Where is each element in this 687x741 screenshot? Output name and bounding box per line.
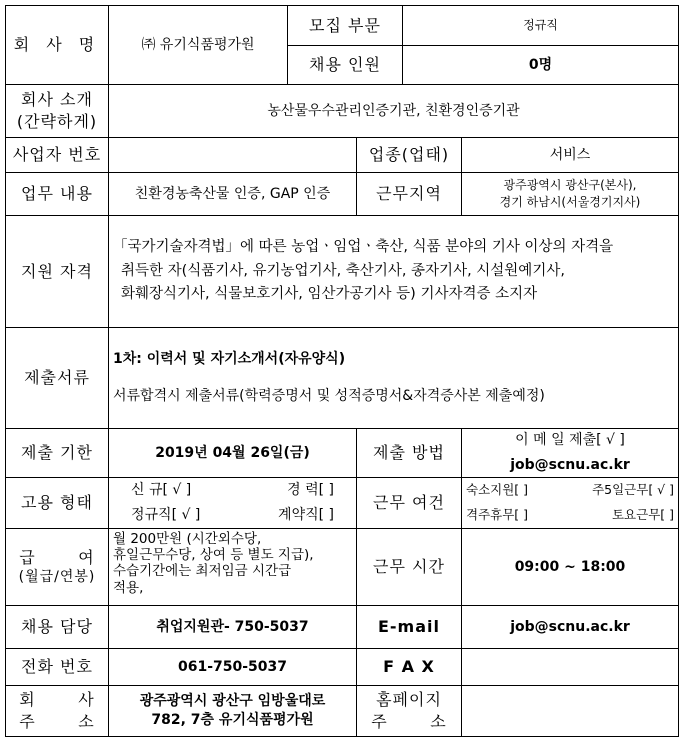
fax-label: F A X bbox=[356, 648, 462, 686]
manager-value: 취업지원관- 750-5037 bbox=[108, 605, 357, 649]
homepage-value[interactable] bbox=[461, 685, 679, 737]
homepage-label: 홈페이지 주 소 bbox=[356, 685, 462, 737]
phone-label: 전화 번호 bbox=[5, 648, 109, 686]
manager-label: 채용 담당 bbox=[5, 605, 109, 649]
documents-value: 1차: 이력서 및 자기소개서(자유양식) 서류합격시 제출서류(학력증명서 및 성적증명서&자격증사본 제출예정) bbox=[108, 327, 679, 429]
regno-label: 사업자 번호 bbox=[5, 137, 109, 173]
employment-new: 신 규[ √ ] bbox=[131, 482, 192, 499]
business-type-label: 업종(업태) bbox=[356, 137, 462, 173]
salary-label: 급 여 (월급/연봉) bbox=[5, 528, 109, 606]
employment-label: 고용 형태 bbox=[5, 477, 109, 529]
business-type-value: 서비스 bbox=[461, 137, 679, 173]
condition-options bbox=[461, 477, 679, 529]
address-label: 회 사 주 소 bbox=[5, 685, 109, 737]
employment-career: 경 력[ ] bbox=[287, 482, 334, 499]
employment-regular: 정규직[ √ ] bbox=[131, 507, 201, 524]
regno-value bbox=[108, 137, 357, 173]
qualification-label: 지원 자격 bbox=[5, 215, 109, 328]
condition-saturday: 토요근무[ ] bbox=[611, 507, 674, 523]
email-label: E-mail bbox=[356, 605, 462, 649]
intro-value: 농산물우수관리인증기관, 친환경인증기관 bbox=[108, 84, 679, 138]
recruit-field-label: 모집 부문 bbox=[287, 5, 403, 46]
location-value: 광주광역시 광산구(본사), 경기 하남시(서울경기지사) bbox=[461, 172, 679, 216]
address-value: 광주광역시 광산구 임방울대로 782, 7층 유기식품평가원 bbox=[108, 685, 357, 737]
employment-contract: 계약직[ ] bbox=[278, 507, 334, 524]
company-value: ㈜ 유기식품평가원 bbox=[108, 5, 288, 85]
submit-method-label: 제출 방법 bbox=[356, 428, 462, 478]
condition-alt-weekend: 격주휴무[ ] bbox=[466, 507, 529, 523]
condition-five-day: 주5일근무[ √ ] bbox=[592, 482, 674, 498]
deadline-value: 2019년 04월 26일(금) bbox=[108, 428, 357, 478]
fax-value bbox=[461, 648, 679, 686]
qualification-value: 「국가기술자격법」에 따른 농업ㆍ임업ㆍ축산, 식품 분야의 기사 이상의 자격을 취득한 자(식품기사, 유기농업기사, 축산기사, 종자기사, 시설원예기사, 화훼장식기사, 식물보호기사, 임산가공기사 등) 기사자격증 소지자 bbox=[108, 215, 679, 328]
condition-dorm: 숙소지원[ ] bbox=[466, 482, 529, 498]
condition-label: 근무 여건 bbox=[356, 477, 462, 529]
deadline-label: 제출 기한 bbox=[5, 428, 109, 478]
documents-label: 제출서류 bbox=[5, 327, 109, 429]
job-value: 친환경농축산물 인증, GAP 인증 bbox=[108, 172, 357, 216]
salary-value: 월 200만원 (시간외수당, 휴일근무수당, 상여 등 별도 지급), 수습기간에는 최저임금 시간급 적용, bbox=[108, 528, 357, 606]
employment-options bbox=[108, 477, 357, 529]
location-label: 근무지역 bbox=[356, 172, 462, 216]
job-label: 업무 내용 bbox=[5, 172, 109, 216]
email-value[interactable]: job@scnu.ac.kr bbox=[461, 605, 679, 649]
recruit-field-value: 정규직 bbox=[402, 5, 679, 46]
intro-label: 회사 소개 (간략하게) bbox=[5, 84, 109, 138]
phone-value: 061-750-5037 bbox=[108, 648, 357, 686]
hours-value: 09:00 ~ 18:00 bbox=[461, 528, 679, 606]
recruit-count-value: 0명 bbox=[402, 45, 679, 85]
company-label: 회 사 명 bbox=[5, 5, 109, 85]
hours-label: 근무 시간 bbox=[356, 528, 462, 606]
submit-method-value: 이 메 일 제출[ √ ] job@scnu.ac.kr bbox=[461, 428, 679, 478]
recruit-count-label: 채용 인원 bbox=[287, 45, 403, 85]
